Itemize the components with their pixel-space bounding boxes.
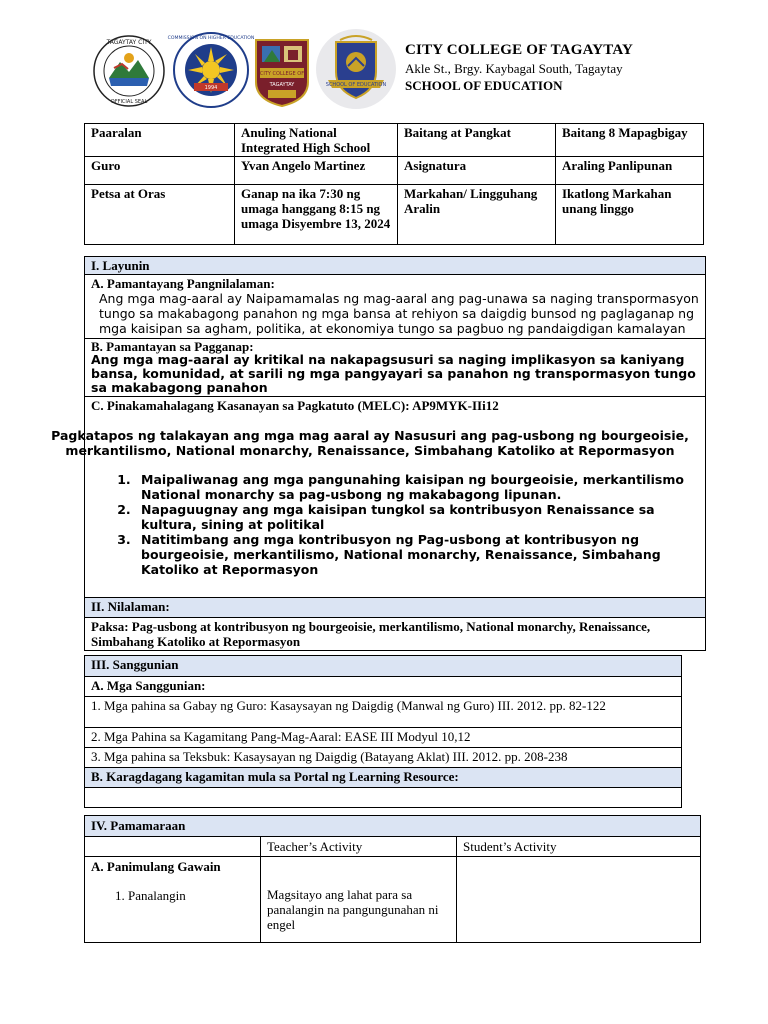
nilalaman-heading: II. Nilalaman: bbox=[85, 598, 706, 618]
paaralan-value: Anuling National Integrated High School bbox=[235, 124, 398, 157]
guro-value: Yvan Angelo Martinez bbox=[235, 157, 398, 185]
school-of-education-seal-logo bbox=[314, 28, 398, 110]
baitang-label: Baitang at Pangkat bbox=[398, 124, 556, 157]
karagdagang-kagamitan-label: B. Karagdagang kagamitan mula sa Portal ng Learning Resource: bbox=[85, 768, 682, 788]
college-name: CITY COLLEGE OF TAGAYTAY bbox=[405, 42, 634, 58]
ched-seal-logo bbox=[167, 31, 255, 109]
layunin-heading: I. Layunin bbox=[85, 257, 706, 275]
svg-text:COMMISSION ON HIGHER EDUCATION: COMMISSION ON HIGHER EDUCATION bbox=[167, 36, 255, 41]
objective-item: 2. Napaguugnay ang mga kaisipan tungkol sa kontribusyon Renaissance sa kultura, sining at politikal bbox=[135, 502, 689, 532]
paksa-text: Paksa: Pag-usbong at kontribusyon ng bourgeoisie, merkantilismo, National monarchy, Renaissance, Simbahang Katoliko at Repormasyon bbox=[85, 618, 706, 651]
pamantayan-pagganap-text: Ang mga mag-aaral ay kritikal na nakapagsusuri sa naging implikasyon sa kaniyang bansa, komunidad, at sarili ng mga pangyayari sa panahon ng transpormasyon tungo sa makabagong panahon bbox=[91, 352, 696, 395]
svg-text:OFFICIAL SEAL: OFFICIAL SEAL bbox=[110, 99, 148, 105]
svg-text:TAGAYTAY: TAGAYTAY bbox=[269, 82, 295, 88]
panimulang-gawain-label: A. Panimulang Gawain bbox=[91, 859, 221, 874]
header-text bbox=[405, 42, 633, 94]
sanggunian-item: 1. Mga pahina sa Gabay ng Guro: Kasaysayan ng Daigdig (Manwal ng Guro) III. 2012. pp. 82-122 bbox=[85, 697, 682, 728]
mga-sanggunian-label: A. Mga Sanggunian: bbox=[85, 677, 682, 697]
svg-text:SCHOOL OF EDUCATION: SCHOOL OF EDUCATION bbox=[325, 82, 387, 88]
markahan-value: Ikatlong Markahan unang linggo bbox=[556, 185, 704, 245]
asignatura-value: Araling Panlipunan bbox=[556, 157, 704, 185]
pamantayang-pangnilalaman-text: Ang mga mag-aaral ay Naipamamalas ng mag-aaral ang pag-unawa sa naging transpormasyon tungo sa makabagong panahon ng mga bansa at rehiyon sa daigdig bunsod ng paglaganap ng mga kaisipan sa agham, politika, at ekonomiya tungo sa pagbuo ng pandaigdigan kamalayan bbox=[99, 291, 699, 336]
karagdagang-kagamitan-value bbox=[85, 788, 682, 808]
svg-text:TAGAYTAY CITY: TAGAYTAY CITY bbox=[106, 39, 152, 46]
svg-text:1994: 1994 bbox=[204, 85, 218, 91]
sanggunian-table bbox=[84, 655, 682, 808]
pamamaraan-heading: IV. Pamamaraan bbox=[85, 816, 701, 837]
sanggunian-item: 3. Mga pahina sa Teksbuk: Kasaysayan ng Daigdig (Batayang Aklat) III. 2012. pp. 208-238 bbox=[85, 748, 682, 768]
pamamaraan-table bbox=[84, 815, 701, 943]
panalangin-step: 1. Panalangin bbox=[115, 888, 186, 903]
petsa-value: Ganap na ika 7:30 ng umaga hanggang 8:15 ng umaga Disyembre 13, 2024 bbox=[235, 185, 398, 245]
melc-intro: Pagkatapos ng talakayan ang mga mag aaral ay Nasusuri ang pag-usbong ng bourgeoisie, merkantilismo, National monarchy, Renaissance, Simbahang Katoliko at Repormasyon bbox=[51, 428, 689, 458]
baitang-value: Baitang 8 Mapagbigay bbox=[556, 124, 704, 157]
panalangin-teacher-activity: Magsitayo ang lahat para sa panalangin na pangungunahan ni engel bbox=[267, 887, 439, 932]
guro-label: Guro bbox=[85, 157, 235, 185]
teacher-activity-header: Teacher’s Activity bbox=[261, 837, 457, 857]
paaralan-label: Paaralan bbox=[85, 124, 235, 157]
student-activity-header: Student’s Activity bbox=[457, 837, 701, 857]
school-name: SCHOOL OF EDUCATION bbox=[405, 78, 563, 93]
empty-header-cell bbox=[85, 837, 261, 857]
asignatura-label: Asignatura bbox=[398, 157, 556, 185]
panalangin-student-activity bbox=[457, 857, 701, 943]
svg-text:CITY COLLEGE OF: CITY COLLEGE OF bbox=[259, 71, 305, 77]
objectives-list bbox=[135, 472, 689, 577]
lesson-info-table bbox=[84, 123, 704, 245]
objective-item: 1. Maipaliwanag ang mga pangunahing kaisipan ng bourgeoisie, merkantilismo National monarchy sa pag-usbong ng makabagong lipunan. bbox=[135, 472, 689, 502]
petsa-label: Petsa at Oras bbox=[85, 185, 235, 245]
college-address: Akle St., Brgy. Kaybagal South, Tagaytay bbox=[405, 61, 623, 76]
objective-item: 3. Natitimbang ang mga kontribusyon ng Pag-usbong at kontribusyon ng bourgeoisie, merkantilismo, National monarchy, Renaissance, Simbahang Katoliko at Repormasyon bbox=[135, 532, 689, 577]
melc-label: C. Pinakamahalagang Kasanayan sa Pagkatuto (MELC): AP9MYK-IIi12 bbox=[91, 398, 499, 413]
pamantayan-pagganap-label: B. Pamantayan sa Pagganap: bbox=[91, 339, 254, 354]
city-college-seal-logo bbox=[252, 36, 312, 108]
pamantayang-pangnilalaman-label: A. Pamantayang Pangnilalaman: bbox=[91, 276, 275, 291]
header-logos bbox=[92, 28, 397, 108]
tagaytay-city-seal-logo bbox=[92, 34, 166, 108]
sanggunian-heading: III. Sanggunian bbox=[85, 656, 682, 677]
layunin-table bbox=[51, 256, 706, 651]
markahan-label: Markahan/ Lingguhang Aralin bbox=[398, 185, 556, 245]
sanggunian-item: 2. Mga Pahina sa Kagamitang Pang-Mag-Aaral: EASE III Modyul 10,12 bbox=[85, 728, 682, 748]
